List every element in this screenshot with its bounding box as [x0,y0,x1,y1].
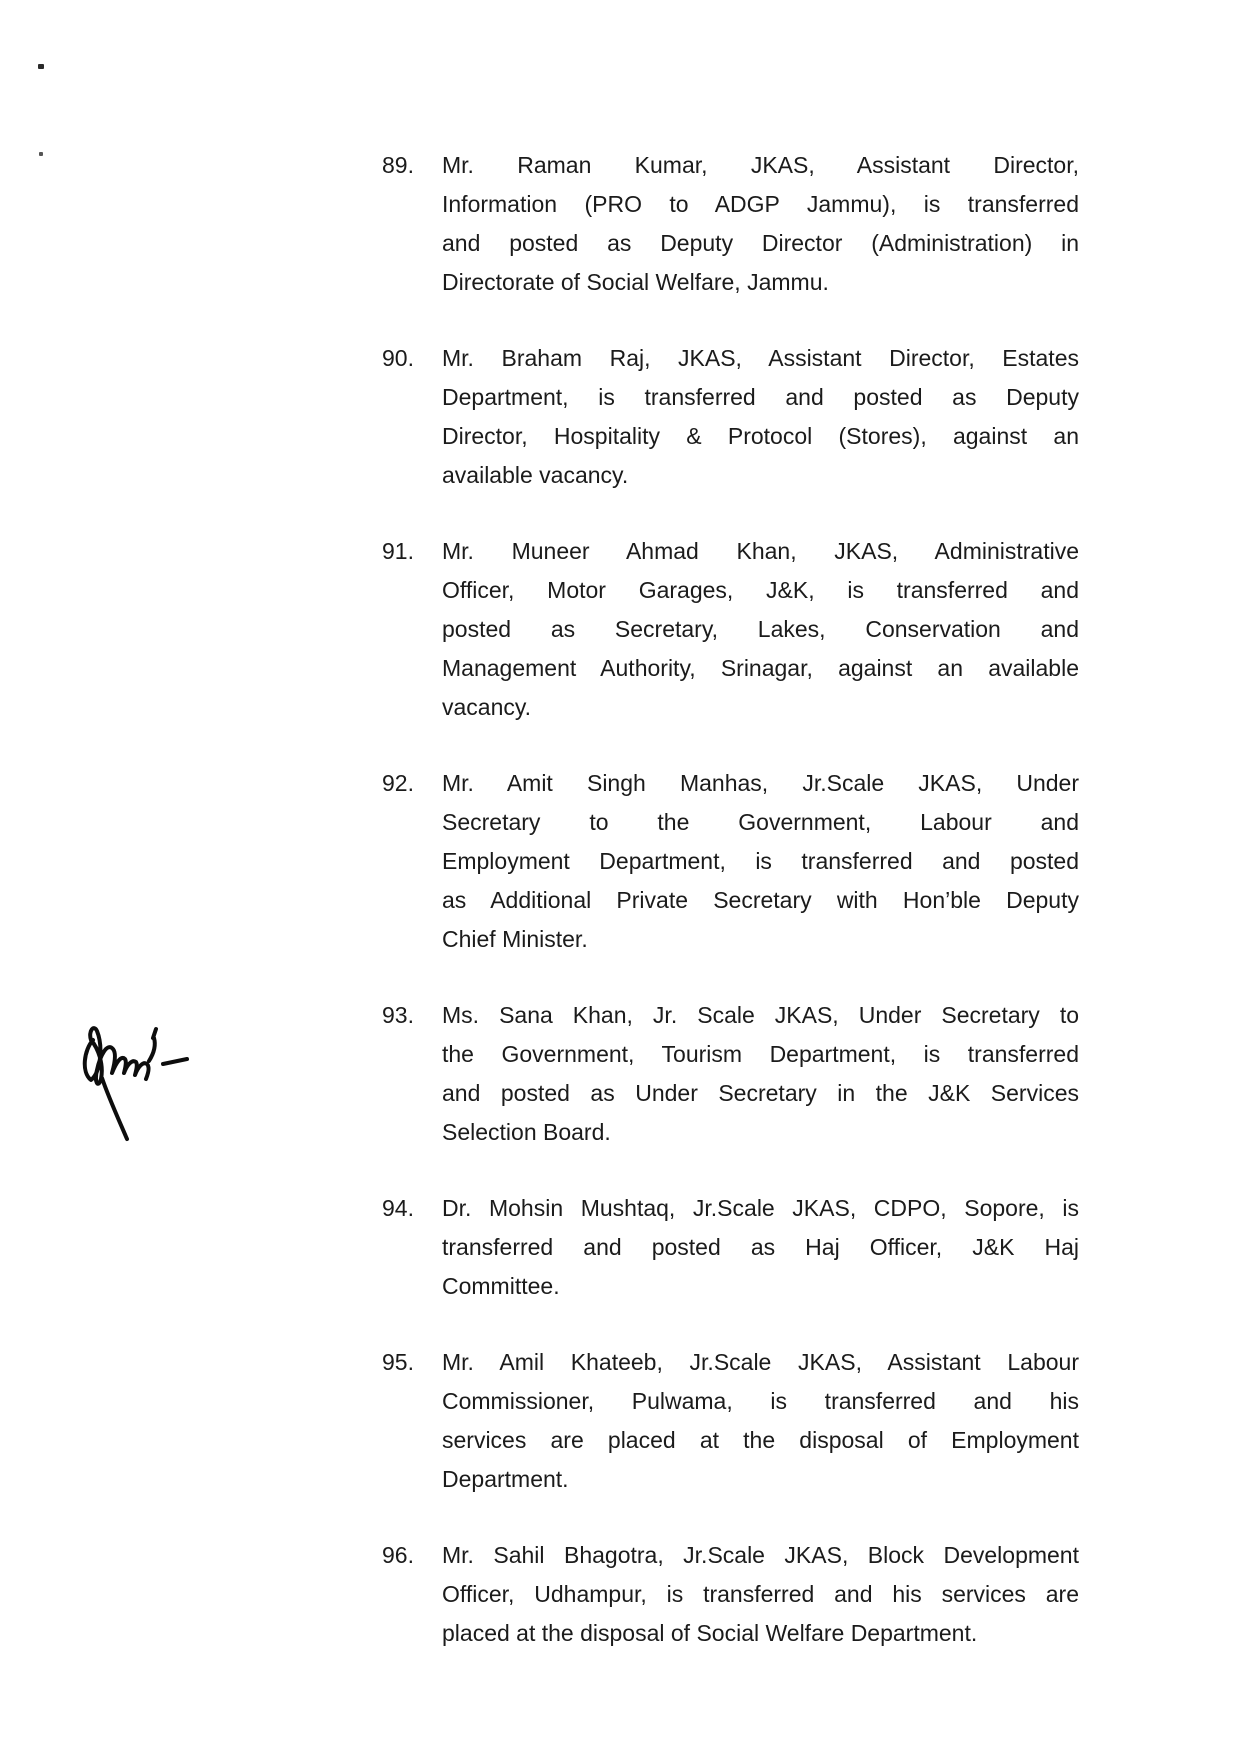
item-text-line: Officer, Motor Garages, J&K, is transferred and [442,577,1079,603]
transfer-item [382,1536,1079,1653]
item-text-line: placed at the disposal of Social Welfare Department. [442,1620,978,1646]
item-number: 92. [382,770,414,796]
item-text [442,146,1079,302]
item-number: 93. [382,1002,414,1028]
handwritten-signature-icon [76,1018,208,1150]
item-text-line: vacancy. [442,694,532,720]
item-number: 90. [382,345,414,371]
item-text-line: Committee. [442,1273,560,1299]
item-text-line: Selection Board. [442,1119,611,1145]
item-number: 96. [382,1542,414,1568]
item-text-line: and posted as Deputy Director (Administration) in [442,230,1079,256]
item-text-line: Department, is transferred and posted as Deputy [442,384,1079,410]
item-number: 95. [382,1349,414,1375]
item-number: 91. [382,538,414,564]
item-text-line: Commissioner, Pulwama, is transferred and his [442,1388,1079,1414]
item-text-line: Mr. Raman Kumar, JKAS, Assistant Director, [442,152,1079,178]
item-text-line: the Government, Tourism Department, is transferred [442,1041,1079,1067]
item-text-line: and posted as Under Secretary in the J&K Services [442,1080,1079,1106]
item-text-line: Directorate of Social Welfare, Jammu. [442,269,829,295]
item-text [442,1536,1079,1653]
item-text-line: as Additional Private Secretary with Hon’ble Deputy [442,887,1079,913]
item-text-line: Information (PRO to ADGP Jammu), is transferred [442,191,1079,217]
item-text-line: posted as Secretary, Lakes, Conservation and [442,616,1079,642]
item-text [442,339,1079,495]
transfer-item [382,146,1079,302]
item-text-line: Dr. Mohsin Mushtaq, Jr.Scale JKAS, CDPO, Sopore, is [442,1195,1079,1221]
item-text-line: Mr. Muneer Ahmad Khan, JKAS, Administrative [442,538,1079,564]
item-text-line: Management Authority, Srinagar, against an available [442,655,1079,681]
item-text-line: Officer, Udhampur, is transferred and his services are [442,1581,1079,1607]
item-text-line: Department. [442,1466,569,1492]
transfer-item [382,1189,1079,1306]
item-text-line: Mr. Sahil Bhagotra, Jr.Scale JKAS, Block Development [442,1542,1079,1568]
item-text [442,764,1079,959]
transfer-item [382,1343,1079,1499]
item-text [442,1343,1079,1499]
item-text [442,996,1079,1152]
item-number: 89. [382,152,414,178]
transfer-item [382,532,1079,727]
item-text-line: Mr. Amil Khateeb, Jr.Scale JKAS, Assistant Labour [442,1349,1079,1375]
item-text-line: Ms. Sana Khan, Jr. Scale JKAS, Under Secretary to [442,1002,1079,1028]
item-text-line: Mr. Braham Raj, JKAS, Assistant Director, Estates [442,345,1079,371]
item-text-line: available vacancy. [442,462,629,488]
item-text-line: Mr. Amit Singh Manhas, Jr.Scale JKAS, Under [442,770,1079,796]
transfer-item [382,339,1079,495]
transfer-item [382,764,1079,959]
item-text-line: services are placed at the disposal of Employment [442,1427,1079,1453]
transfer-order-list [382,146,1079,1690]
item-number: 94. [382,1195,414,1221]
item-text-line: transferred and posted as Haj Officer, J&K Haj [442,1234,1079,1260]
scan-speck [39,152,43,156]
item-text [442,1189,1079,1306]
item-text-line: Employment Department, is transferred and posted [442,848,1079,874]
item-text-line: Director, Hospitality & Protocol (Stores), against an [442,423,1079,449]
item-text [442,532,1079,727]
item-text-line: Secretary to the Government, Labour and [442,809,1079,835]
item-text-line: Chief Minister. [442,926,588,952]
transfer-item [382,996,1079,1152]
scan-speck [38,64,44,69]
